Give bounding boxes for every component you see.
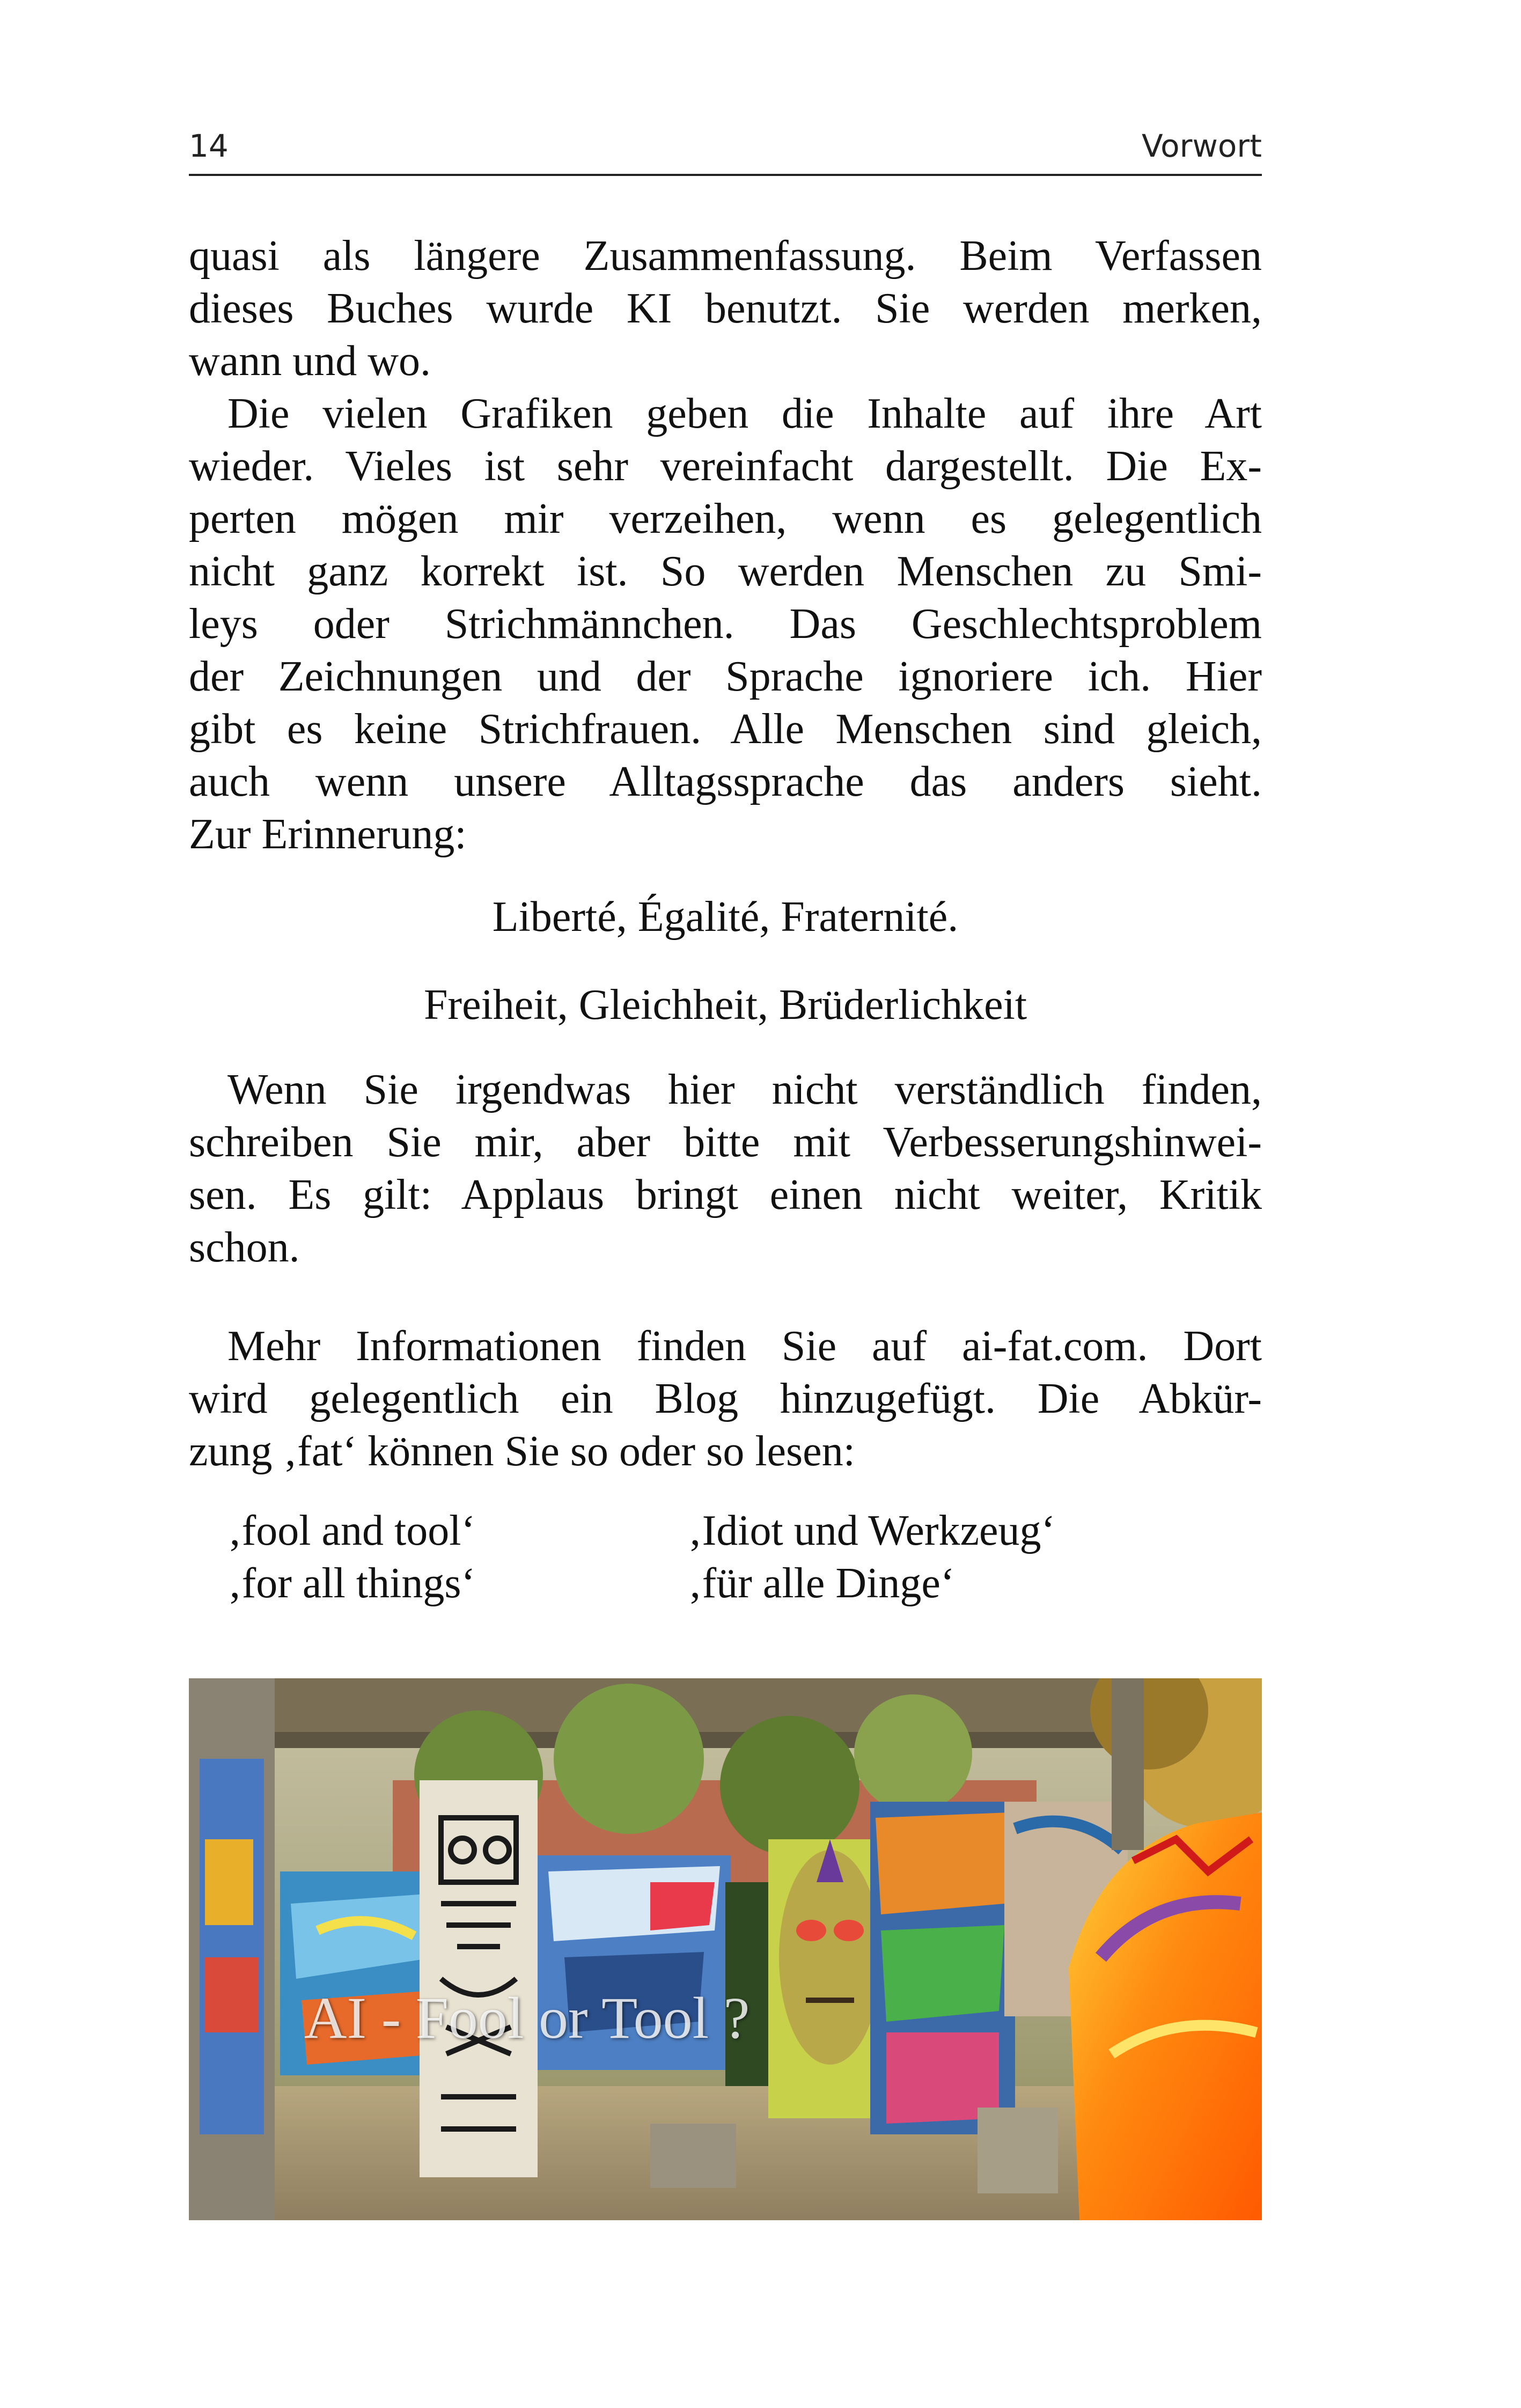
page-header (189, 124, 1262, 176)
running-title: Vorwort (1141, 128, 1262, 164)
paragraph-2 (189, 387, 1262, 861)
motto-french: Liberté, Égalité, Fraternité. (492, 893, 959, 941)
text-line: wann und wo. (189, 337, 431, 385)
reading-en-2: ‚for all things‘ (227, 1560, 476, 1607)
paragraph-4 (189, 1320, 1262, 1478)
text-line: Wenn Sie irgendwas hier nicht verständlich finden, (227, 1066, 1262, 1113)
text-line: der Zeichnungen und der Sprache ignoriere ich. Hier (189, 653, 1262, 700)
body-text (189, 230, 1262, 1610)
text-line: Zur Erinnerung: (189, 811, 467, 858)
text-line: Die vielen Grafiken geben die Inhalte auf ihre Art (227, 390, 1262, 437)
paragraph-3 (189, 1063, 1262, 1274)
photo-caption: AI - Fool or Tool ? (304, 1985, 750, 2051)
text-line: auch wenn unsere Alltagssprache das anders sieht. (189, 758, 1262, 805)
text-line: dieses Buches wurde KI benutzt. Sie werden merken, (189, 285, 1262, 332)
text-line: nicht ganz korrekt ist. So werden Menschen zu Smi- (189, 548, 1262, 595)
reading-de-1: ‚Idiot und Werkzeug‘ (688, 1507, 1056, 1554)
paragraph-1 (189, 230, 1262, 387)
text-line: leys oder Strichmännchen. Das Geschlechtsproblem (189, 600, 1262, 648)
text-line: wird gelegentlich ein Blog hinzugefügt. Die Abkür- (189, 1375, 1262, 1422)
page-number: 14 (189, 128, 229, 164)
text-line: quasi als längere Zusammenfassung. Beim Verfassen (189, 232, 1262, 280)
reading-de-2: ‚für alle Dinge‘ (688, 1560, 955, 1607)
fat-readings (189, 1504, 1262, 1610)
graffiti-illustration (189, 1678, 1262, 2220)
text-line: zung ‚fat‘ können Sie so oder so lesen: (189, 1428, 855, 1475)
motto (189, 891, 1262, 1031)
text-line: schreiben Sie mir, aber bitte mit Verbesserungshinwei- (189, 1119, 1262, 1166)
graffiti-photo (189, 1678, 1262, 2220)
reading-en-1: ‚fool and tool‘ (227, 1507, 476, 1554)
text-line: Mehr Informationen finden Sie auf ai-fat.com. Dort (227, 1323, 1262, 1370)
motto-german: Freiheit, Gleichheit, Brüderlichkeit (423, 981, 1027, 1029)
text-line: perten mögen mir verzeihen, wenn es gelegentlich (189, 495, 1262, 542)
text-line: gibt es keine Strichfrauen. Alle Menschen sind gleich, (189, 706, 1262, 753)
text-line: schon. (189, 1224, 300, 1271)
text-line: wieder. Vieles ist sehr vereinfacht dargestellt. Die Ex- (189, 443, 1262, 490)
text-line: sen. Es gilt: Applaus bringt einen nicht weiter, Kritik (189, 1171, 1262, 1218)
